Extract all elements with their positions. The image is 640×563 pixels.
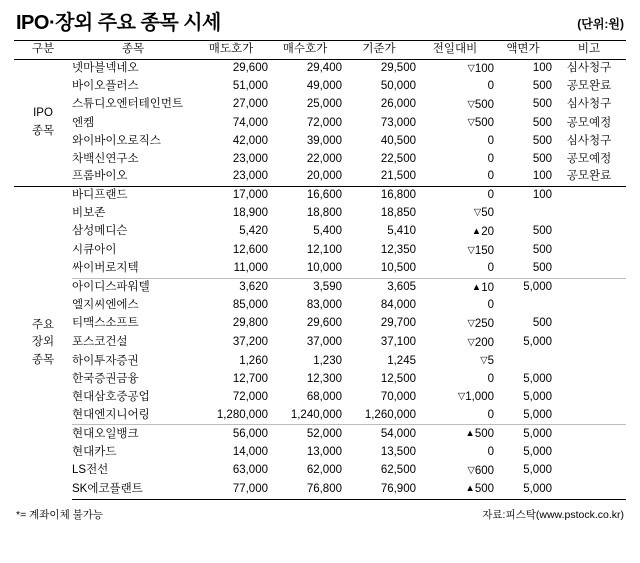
cell-base-price: 3,605	[342, 278, 416, 297]
cell-note	[552, 425, 626, 444]
cell-bid-price: 52,000	[268, 425, 342, 444]
cell-stock-name: 시큐아이	[72, 244, 117, 257]
cell-bid-price: 68,000	[306, 390, 342, 403]
cell-note	[552, 352, 626, 371]
cell-par-value: 100	[532, 170, 552, 183]
cell-change: ▲10	[416, 278, 494, 297]
table-row	[14, 186, 626, 204]
table-row	[14, 96, 626, 115]
cell-ask-price: 72,000	[232, 390, 268, 403]
footnote: *= 계좌이체 불가능	[16, 508, 104, 521]
cell-bid-price: 5,400	[313, 225, 342, 238]
cell-ask-price: 85,000	[232, 299, 268, 312]
group-label-ipo: IPO 종목	[31, 107, 55, 137]
triangle-down-icon: ▽	[457, 391, 466, 403]
cell-stock-name: 티맥스소프트	[72, 317, 139, 330]
cell-change: ▽50	[473, 207, 494, 220]
cell-note	[552, 204, 626, 223]
table-row	[14, 407, 626, 425]
cell-base-price: 1,245	[387, 354, 416, 367]
header	[14, 10, 626, 40]
cell-ask-price: 74,000	[232, 116, 268, 129]
column-header-name: 종목	[72, 41, 194, 60]
table-row	[14, 444, 626, 462]
cell-ask-price: 51,000	[232, 80, 268, 93]
cell-stock-name: 현대오일뱅크	[72, 425, 194, 444]
cell-change: ▽250	[467, 317, 494, 330]
cell-stock-name: LS전선	[72, 464, 109, 477]
cell-bid-price: 62,000	[306, 464, 342, 477]
cell-base-price: 22,500	[380, 152, 416, 165]
cell-par-value: 5,000	[523, 390, 552, 403]
cell-par-value: 5,000	[494, 425, 552, 444]
cell-par-value: 5,000	[523, 464, 552, 477]
cell-change: 0	[487, 170, 494, 183]
cell-par-value: 500	[532, 317, 552, 330]
cell-bid-price: 16,600	[268, 186, 342, 204]
cell-change: 0	[487, 152, 494, 165]
page-title: IPO·장외 주요 종목 시세	[16, 12, 221, 34]
cell-stock-name: 현대카드	[72, 446, 117, 459]
column-header-base: 기준가	[342, 41, 416, 60]
cell-bid-price: 29,400	[306, 62, 342, 75]
cell-change: ▽100	[467, 62, 494, 75]
cell-ask-price: 3,620	[194, 278, 268, 297]
cell-note	[552, 480, 626, 499]
cell-base-price: 26,000	[380, 98, 416, 111]
cell-change: ▽500	[467, 98, 494, 111]
cell-change: 0	[487, 372, 494, 385]
cell-change: 0	[416, 186, 494, 204]
cell-change: 0	[487, 80, 494, 93]
cell-stock-name: 프롬바이오	[72, 170, 128, 183]
cell-par-value: 5,000	[523, 408, 552, 421]
table-row	[14, 297, 626, 315]
cell-note: 공모예정	[566, 116, 612, 129]
cell-ask-price: 1,280,000	[216, 408, 268, 421]
cell-bid-price: 25,000	[306, 98, 342, 111]
cell-change: ▽500	[467, 117, 494, 130]
cell-note: 심사청구	[566, 134, 612, 147]
triangle-up-icon: ▲	[465, 428, 475, 440]
cell-change: ▽1,000	[457, 391, 494, 404]
cell-par-value: 5,000	[494, 480, 552, 499]
cell-stock-name: 포스코건설	[72, 336, 128, 348]
cell-bid-price: 22,000	[306, 152, 342, 165]
table-header-row	[14, 41, 626, 60]
cell-change: ▲500	[416, 425, 494, 444]
cell-ask-price: 37,200	[232, 336, 268, 348]
cell-ask-price: 29,600	[232, 62, 268, 75]
cell-stock-name: 비보존	[72, 206, 106, 219]
cell-par-value: 500	[532, 116, 552, 129]
cell-base-price: 62,500	[380, 464, 416, 477]
table-row	[14, 242, 626, 261]
cell-note	[552, 388, 626, 407]
triangle-up-icon: ▲	[471, 225, 482, 237]
cell-base-price: 76,900	[342, 480, 416, 499]
source-label: 자료:피스탁(www.pstock.co.kr)	[482, 508, 624, 521]
table-row	[14, 59, 626, 78]
table-row	[14, 315, 626, 334]
table-row	[14, 425, 626, 444]
cell-base-price: 12,350	[380, 244, 416, 257]
cell-base-price: 21,500	[380, 170, 416, 183]
cell-change: ▽5	[480, 355, 494, 368]
cell-par-value: 500	[532, 134, 552, 147]
cell-change: ▽200	[467, 336, 494, 349]
cell-stock-name: 한국증권금융	[72, 372, 139, 385]
cell-bid-price: 72,000	[306, 116, 342, 129]
cell-bid-price: 3,590	[268, 278, 342, 297]
cell-base-price: 1,260,000	[364, 408, 416, 421]
cell-base-price: 13,500	[380, 446, 416, 459]
cell-note: 공모예정	[566, 152, 612, 165]
cell-note	[552, 407, 626, 425]
cell-note	[552, 260, 626, 278]
triangle-down-icon: ▽	[467, 317, 475, 329]
cell-change: ▲500	[416, 480, 494, 499]
cell-stock-name: 와이바이오로직스	[72, 134, 161, 147]
cell-par-value: 500	[532, 152, 552, 165]
cell-stock-name: 삼성메디슨	[72, 225, 128, 238]
cell-stock-name: 엘지씨엔에스	[72, 299, 139, 312]
column-header-par: 액면가	[494, 41, 552, 60]
cell-ask-price: 56,000	[194, 425, 268, 444]
table-row	[14, 371, 626, 389]
cell-bid-price: 18,800	[306, 206, 342, 219]
table-row	[14, 260, 626, 278]
table-row	[14, 204, 626, 223]
cell-stock-name: 엔켐	[72, 116, 95, 129]
cell-bid-price: 1,240,000	[290, 408, 342, 421]
cell-ask-price: 18,900	[232, 206, 268, 219]
cell-base-price: 12,500	[380, 372, 416, 385]
cell-bid-price: 13,000	[306, 446, 342, 459]
cell-stock-name: 넷마블넥네오	[72, 62, 139, 75]
triangle-down-icon: ▽	[467, 117, 475, 129]
cell-base-price: 29,500	[380, 62, 416, 75]
cell-par-value: 5,000	[523, 446, 552, 459]
cell-ask-price: 77,000	[194, 480, 268, 499]
cell-par-value: 100	[494, 186, 552, 204]
triangle-up-icon: ▲	[465, 483, 475, 495]
cell-note: 심사청구	[566, 98, 612, 111]
cell-note	[552, 223, 626, 242]
cell-stock-name: 하이투자증권	[72, 354, 139, 367]
cell-note	[552, 315, 626, 334]
cell-base-price: 54,000	[342, 425, 416, 444]
cell-ask-price: 5,420	[239, 225, 268, 238]
cell-change: 0	[487, 299, 494, 312]
cell-ask-price: 12,600	[232, 244, 268, 257]
cell-note	[552, 278, 626, 297]
cell-par-value: 500	[532, 80, 552, 93]
cell-ask-price: 63,000	[232, 464, 268, 477]
cell-base-price: 40,500	[380, 134, 416, 147]
cell-note	[552, 297, 626, 315]
cell-ask-price: 11,000	[233, 262, 268, 275]
cell-base-price: 5,410	[387, 225, 416, 238]
cell-bid-price: 12,100	[306, 244, 342, 257]
table-row	[14, 151, 626, 169]
cell-ask-price: 12,700	[232, 372, 268, 385]
cell-note	[552, 371, 626, 389]
cell-par-value: 5,000	[523, 336, 552, 348]
cell-change: ▲20	[471, 225, 494, 238]
cell-base-price: 18,850	[380, 206, 416, 219]
cell-par-value	[494, 204, 552, 223]
table-row	[14, 278, 626, 297]
cell-change: 0	[487, 446, 494, 459]
table-row	[14, 133, 626, 151]
column-header-ask: 매도호가	[194, 41, 268, 60]
cell-ask-price: 42,000	[232, 134, 268, 147]
table-header	[14, 41, 626, 60]
triangle-down-icon: ▽	[467, 336, 475, 348]
cell-ask-price: 1,260	[239, 354, 268, 367]
cell-stock-name: 현대삼호중공업	[72, 390, 150, 403]
triangle-down-icon: ▽	[467, 464, 475, 476]
triangle-down-icon: ▽	[467, 244, 475, 256]
cell-note	[552, 334, 626, 353]
table-row	[14, 388, 626, 407]
cell-change: 0	[487, 408, 494, 421]
unit-label: (단위:원)	[577, 17, 624, 31]
cell-par-value: 500	[532, 98, 552, 111]
cell-base-price: 73,000	[380, 116, 416, 129]
cell-par-value: 500	[532, 244, 552, 257]
table-row	[14, 114, 626, 133]
cell-ask-price: 23,000	[232, 170, 268, 183]
table-row	[14, 334, 626, 353]
cell-par-value: 100	[532, 62, 552, 75]
cell-stock-name: 싸이버로지텍	[72, 262, 139, 275]
cell-base-price: 29,700	[380, 317, 416, 330]
footer	[14, 500, 626, 522]
table-row	[14, 480, 626, 499]
triangle-down-icon: ▽	[467, 62, 475, 74]
cell-base-price: 50,000	[380, 80, 416, 93]
cell-stock-name: 바디프랜드	[72, 186, 194, 204]
cell-stock-name: SK에코플랜트	[72, 480, 194, 499]
table-row	[14, 223, 626, 242]
cell-note	[552, 242, 626, 261]
cell-note	[552, 462, 626, 481]
cell-note	[552, 186, 626, 204]
cell-change: 0	[487, 262, 494, 275]
cell-par-value: 5,000	[494, 278, 552, 297]
table-row	[14, 78, 626, 96]
table-row	[14, 168, 626, 186]
cell-ask-price: 17,000	[194, 186, 268, 204]
triangle-down-icon: ▽	[467, 98, 475, 110]
triangle-down-icon: ▽	[473, 207, 482, 219]
cell-par-value: 5,000	[523, 372, 552, 385]
cell-bid-price: 1,230	[313, 354, 342, 367]
cell-note	[552, 444, 626, 462]
cell-stock-name: 스튜디오엔터테인먼트	[72, 98, 184, 111]
cell-par-value: 500	[532, 262, 552, 275]
cell-ask-price: 29,800	[232, 317, 268, 330]
cell-ask-price: 27,000	[232, 98, 268, 111]
cell-base-price: 16,800	[342, 186, 416, 204]
group-label-otc: 주요 장외 종목	[14, 186, 72, 499]
cell-par-value	[494, 297, 552, 315]
table-row	[14, 462, 626, 481]
cell-note: 심사청구	[566, 62, 612, 75]
cell-stock-name: 차백신연구소	[72, 152, 139, 165]
cell-par-value	[494, 352, 552, 371]
cell-base-price: 84,000	[380, 299, 416, 312]
cell-par-value: 500	[532, 225, 552, 238]
cell-bid-price: 76,800	[268, 480, 342, 499]
cell-base-price: 37,100	[380, 336, 416, 348]
cell-stock-name: 바이오플러스	[72, 80, 139, 93]
cell-bid-price: 10,000	[306, 262, 342, 275]
cell-ask-price: 14,000	[232, 446, 268, 459]
column-header-diff: 전일대비	[416, 41, 494, 60]
cell-change: 0	[487, 134, 494, 147]
cell-base-price: 10,500	[380, 262, 416, 275]
table-row	[14, 352, 626, 371]
cell-bid-price: 39,000	[306, 134, 342, 147]
cell-change: ▽150	[467, 244, 494, 257]
table-body	[14, 59, 626, 499]
cell-bid-price: 83,000	[306, 299, 342, 312]
column-header-gubun: 구분	[14, 41, 72, 60]
cell-bid-price: 29,600	[306, 317, 342, 330]
cell-stock-name: 현대엔지니어링	[72, 408, 150, 421]
cell-note: 공모완료	[566, 80, 612, 93]
triangle-up-icon: ▲	[471, 281, 482, 293]
triangle-down-icon: ▽	[480, 355, 488, 367]
column-header-note: 비고	[552, 41, 626, 60]
cell-bid-price: 20,000	[306, 170, 342, 183]
column-header-bid: 매수호가	[268, 41, 342, 60]
quote-table	[14, 40, 626, 500]
cell-base-price: 70,000	[380, 390, 416, 403]
cell-bid-price: 12,300	[306, 372, 342, 385]
cell-bid-price: 37,000	[306, 336, 342, 348]
cell-note: 공모완료	[566, 170, 612, 183]
cell-bid-price: 49,000	[306, 80, 342, 93]
cell-ask-price: 23,000	[232, 152, 268, 165]
cell-change: ▽600	[467, 464, 494, 477]
cell-stock-name: 아이디스파워텔	[72, 278, 194, 297]
